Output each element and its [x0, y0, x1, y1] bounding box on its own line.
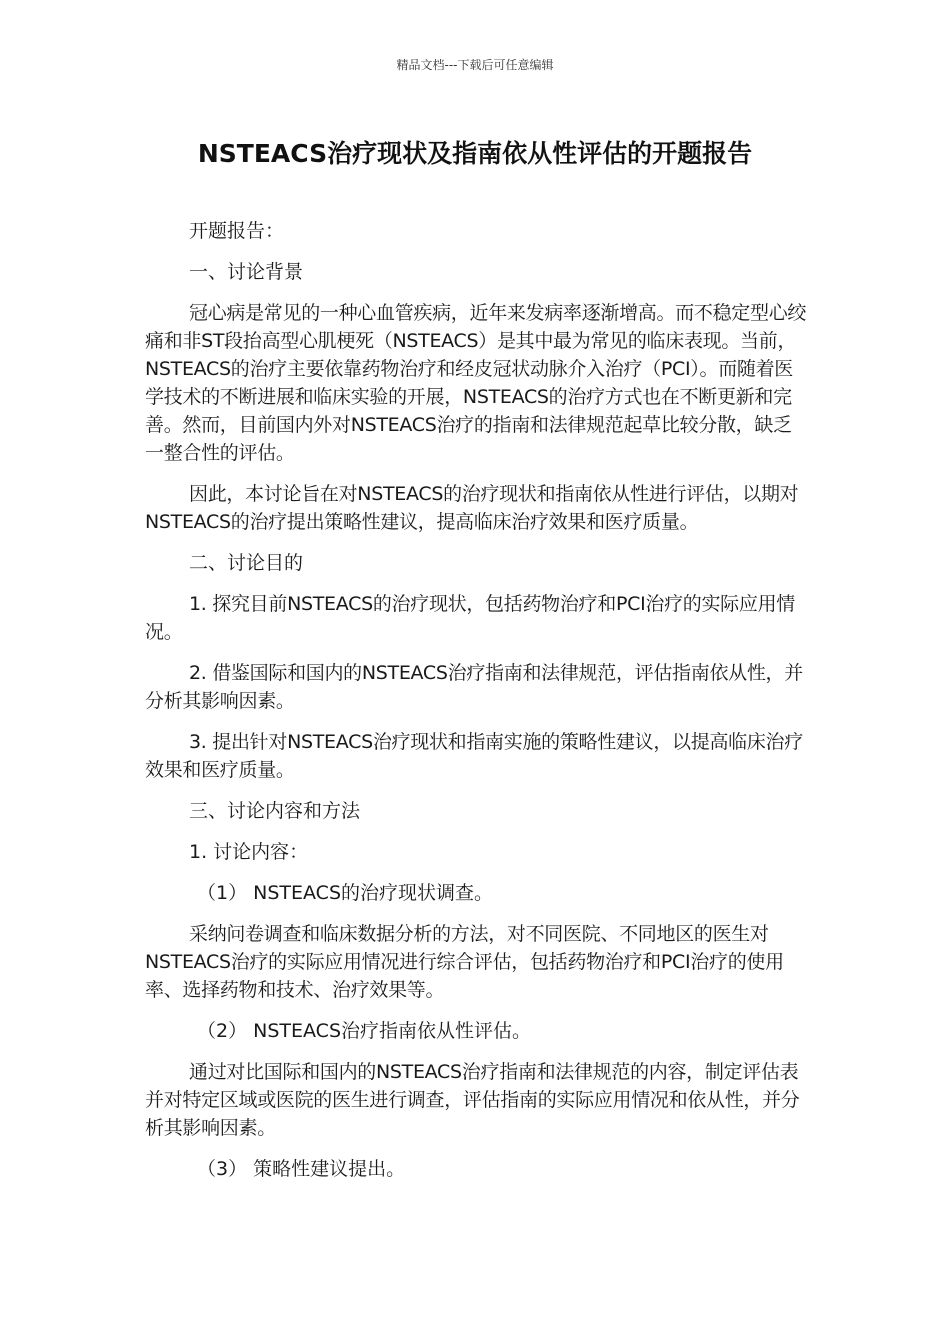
subitem-1: （1） NSTEACS的治疗现状调查。 [197, 882, 494, 904]
purpose-item-1: 1. 探究目前NSTEACS的治疗现状，包括药物治疗和PCI治疗的实际应用情况。 [145, 593, 795, 643]
document-title: NSTEACS治疗现状及指南依从性评估的开题报告 [197, 139, 753, 168]
paragraph-background-1: 冠心病是常见的一种心血管疾病，近年来发病率逐渐增高。而不稳定型心绞痛和非ST段抬高型心肌梗死（NSTEACS）是其中最为常见的临床表现。当前，NSTEACS的治疗主要依靠药物治疗和经皮冠状动脉介入治疗（PCI）。而随着医学技术的不断进展和临床实验的开展，NSTEACS的治疗方式也在不断更新和完善。然而，目前国内外对NSTEACS治疗的指南和法律规范起草比较分散，缺乏一整合性的评估。 [145, 302, 807, 464]
section-heading-content-methods: 三、讨论内容和方法 [189, 800, 361, 822]
paragraph-background-2: 因此，本讨论旨在对NSTEACS的治疗现状和指南依从性进行评估，以期对NSTEACS的治疗提出策略性建议，提高临床治疗效果和医疗质量。 [145, 483, 799, 533]
section-heading-purpose: 二、讨论目的 [189, 552, 304, 574]
page-header: 精品文档---下载后可任意编辑 [396, 58, 554, 72]
paragraph-subitem-2-detail: 通过对比国际和国内的NSTEACS治疗指南和法律规范的内容，制定评估表并对特定区域或医院的医生进行调查，评估指南的实际应用情况和依从性，并分析其影响因素。 [145, 1061, 800, 1139]
subitem-3: （3） 策略性建议提出。 [197, 1158, 406, 1180]
purpose-item-3: 3. 提出针对NSTEACS治疗现状和指南实施的策略性建议，以提高临床治疗效果和医疗质量。 [145, 731, 803, 781]
subitem-2: （2） NSTEACS治疗指南依从性评估。 [197, 1020, 532, 1042]
section-heading-background: 一、讨论背景 [189, 261, 304, 283]
document-body [145, 217, 807, 1196]
subheading-content: 1. 讨论内容： [189, 841, 309, 863]
purpose-item-2: 2. 借鉴国际和国内的NSTEACS治疗指南和法律规范，评估指南依从性，并分析其影响因素。 [145, 662, 803, 712]
paragraph-subitem-1-detail: 采纳问卷调查和临床数据分析的方法，对不同医院、不同地区的医生对NSTEACS治疗的实际应用情况进行综合评估，包括药物治疗和PCI治疗的使用率、选择药物和技术、治疗效果等。 [145, 923, 784, 1001]
paragraph-report-label: 开题报告： [189, 220, 285, 242]
